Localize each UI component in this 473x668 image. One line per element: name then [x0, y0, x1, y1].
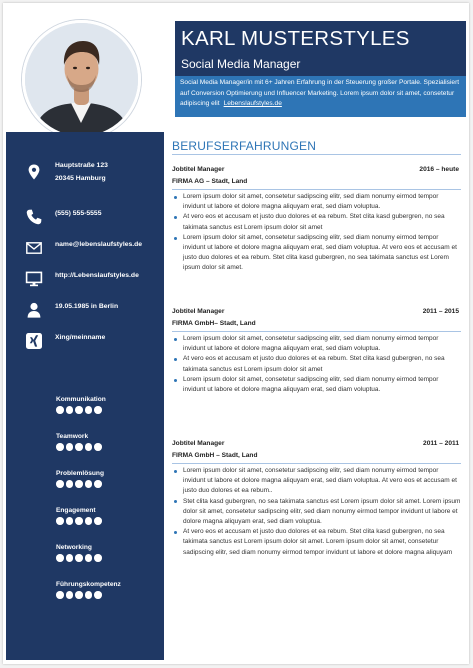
skill-engagement — [56, 507, 102, 525]
rating-dot — [56, 480, 64, 488]
rating-dot — [75, 554, 83, 562]
skill-rating — [56, 406, 106, 414]
rating-dot — [85, 517, 93, 525]
bullet-item: Lorem ipsum dolor sit amet, consetetur sadipscing elitr, sed diam nonumy eirmod tempor invidunt ut labore et dolore magna aliquyam erat, sed diam voluptua. At vero eos et accusam et justo duo dolores et ea rebum. Stet clita kasd gubergren, no sea takimata sanctus est Lorem ipsum dolor sit amet. — [172, 233, 461, 274]
person-icon — [25, 301, 43, 319]
bullet-item: At vero eos et accusam et justo duo dolores et ea rebum. Stet clita kasd gubergren, no sea takimata sanctus est Lorem ipsum dolor sit amet. Lorem ipsum dolor sit amet, consetetur sadipscing elitr, sed diam nonumy eirmod tempor invidunt ut labore et dolore magna aliquyam — [172, 527, 461, 558]
skill-rating — [56, 554, 102, 562]
rating-dot — [94, 480, 102, 488]
skill-teamwork — [56, 433, 102, 451]
rating-dot — [94, 406, 102, 414]
skill-label: Führungskompetenz — [56, 581, 121, 588]
rating-dot — [85, 554, 93, 562]
phone-icon — [25, 208, 43, 226]
skill-networking — [56, 544, 102, 562]
location-pin-icon — [25, 163, 43, 181]
job-entry — [172, 308, 461, 395]
bullet-item: At vero eos et accusam et justo duo dolores et ea rebum. Stet clita kasd gubergren, no sea takimata sanctus est Lorem ipsum dolor sit amet — [172, 212, 461, 232]
bullet-item: At vero eos et accusam et justo duo dolores et ea rebum. Stet clita kasd gubergren, no sea takimata sanctus est Lorem ipsum dolor sit amet — [172, 354, 461, 374]
rating-dot — [94, 517, 102, 525]
address-line2: 20345 Hamburg — [55, 175, 106, 182]
job-entry — [172, 166, 461, 274]
rating-dot — [56, 443, 64, 451]
skill-label: Engagement — [56, 507, 96, 514]
bullet-item: Lorem ipsum dolor sit amet, consetetur sadipscing elitr, sed diam nonumy eirmod tempor invidunt ut labore et dolore magna aliquyam erat, sed diam voluptua. — [172, 192, 461, 212]
skill-fuehrungskompetenz — [56, 581, 121, 599]
rating-dot — [66, 443, 74, 451]
job-title: Jobtitel Manager — [172, 166, 225, 173]
name-bar — [175, 21, 466, 76]
job-header — [172, 166, 461, 176]
skill-label: Networking — [56, 544, 92, 551]
rating-dot — [66, 554, 74, 562]
rating-dot — [56, 554, 64, 562]
rating-dot — [66, 480, 74, 488]
job-bullets — [172, 192, 461, 274]
address-line1: Hauptstraße 123 — [55, 162, 108, 169]
header-block — [175, 21, 466, 117]
envelope-icon — [25, 239, 43, 257]
skill-problemloesung — [56, 470, 104, 488]
job-header — [172, 440, 461, 450]
candidate-name: KARL MUSTERSTYLES — [181, 27, 410, 50]
skill-label: Problemlösung — [56, 470, 104, 477]
job-bullets — [172, 466, 461, 558]
rating-dot — [56, 406, 64, 414]
profile-photo — [22, 20, 141, 139]
job-company: FIRMA GmbH – Stadt, Land — [172, 452, 258, 459]
rating-dot — [75, 480, 83, 488]
job-title: Jobtitel Manager — [172, 440, 225, 447]
skill-rating — [56, 480, 104, 488]
monitor-icon — [25, 270, 43, 288]
rating-dot — [75, 406, 83, 414]
rating-dot — [85, 443, 93, 451]
skill-label: Teamwork — [56, 433, 89, 440]
website-link[interactable]: http://Lebenslaufstyles.de — [55, 272, 139, 279]
email-address[interactable]: name@lebenslaufstyles.de — [55, 241, 143, 248]
rating-dot — [85, 591, 93, 599]
job-bullets — [172, 334, 461, 395]
summary-text: Social Media Manager/in mit 6+ Jahren Erfahrung in der Steuerung großer Portale. Spezialisiert auf Conversion Optimierung und Influencer Marketing. Lorem ipsum dolor sit amet, consetetur adipiscing elit — [180, 79, 460, 108]
bullet-item: Lorem ipsum dolor sit amet, consetetur sadipscing elitr, sed diam nonumy eirmod tempor invidunt ut labore et dolore magna aliquyam erat, sed diam voluptua. — [172, 334, 461, 354]
skill-rating — [56, 517, 102, 525]
xing-profile[interactable]: Xing/meinname — [55, 334, 106, 341]
rating-dot — [94, 443, 102, 451]
skill-kommunikation — [56, 396, 106, 414]
bullet-item: Stet clita kasd gubergren, no sea takimata sanctus est Lorem ipsum dolor sit amet. Lorem ipsum dolor sit amet, consetetur sadipscing elitr, sed diam nonumy eirmod tempor invidunt ut labore et dolore magna aliquyam erat, sed diam voluptua. — [172, 497, 461, 528]
rating-dot — [75, 517, 83, 525]
job-company: FIRMA GmbH– Stadt, Land — [172, 320, 256, 327]
section-title: BERUFSERFAHRUNGEN — [172, 139, 317, 153]
skill-rating — [56, 591, 121, 599]
job-period: 2011 – 2011 — [423, 440, 459, 447]
bullet-item: Lorem ipsum dolor sit amet, consetetur sadipscing elitr, sed diam nonumy eirmod tempor invidunt ut labore et dolore magna aliquyam erat, sed diam voluptua. — [172, 375, 461, 395]
skill-rating — [56, 443, 102, 451]
rating-dot — [66, 517, 74, 525]
rating-dot — [66, 406, 74, 414]
profile-summary — [175, 76, 466, 117]
skill-label: Kommunikation — [56, 396, 106, 403]
job-period: 2016 – heute — [419, 166, 459, 173]
rating-dot — [56, 591, 64, 599]
sidebar — [6, 132, 164, 660]
candidate-job-title: Social Media Manager — [181, 57, 301, 71]
job-entry — [172, 440, 461, 558]
job-period: 2011 – 2015 — [422, 308, 459, 315]
rating-dot — [85, 406, 93, 414]
portrait-illustration — [25, 23, 138, 136]
xing-icon — [25, 332, 43, 350]
job-header — [172, 308, 461, 318]
job-company: FIRMA AG – Stadt, Land — [172, 178, 248, 185]
job-divider — [172, 189, 461, 190]
job-title: Jobtitel Manager — [172, 308, 225, 315]
rating-dot — [85, 480, 93, 488]
section-rule — [172, 154, 461, 155]
job-divider — [172, 331, 461, 332]
rating-dot — [56, 517, 64, 525]
birth-info: 19.05.1985 in Berlin — [55, 303, 119, 310]
job-divider — [172, 463, 461, 464]
summary-link[interactable]: Lebenslaufstyles.de — [223, 100, 282, 108]
rating-dot — [75, 591, 83, 599]
rating-dot — [94, 554, 102, 562]
resume-page — [3, 3, 469, 664]
rating-dot — [66, 591, 74, 599]
phone-number[interactable]: (555) 555-5555 — [55, 210, 102, 217]
rating-dot — [94, 591, 102, 599]
rating-dot — [75, 443, 83, 451]
bullet-item: Lorem ipsum dolor sit amet, consetetur sadipscing elitr, sed diam nonumy eirmod tempor invidunt ut labore et dolore magna aliquyam erat, sed diam voluptua. At vero eos et accusam et justo duo dolores et ea rebum.. — [172, 466, 461, 497]
